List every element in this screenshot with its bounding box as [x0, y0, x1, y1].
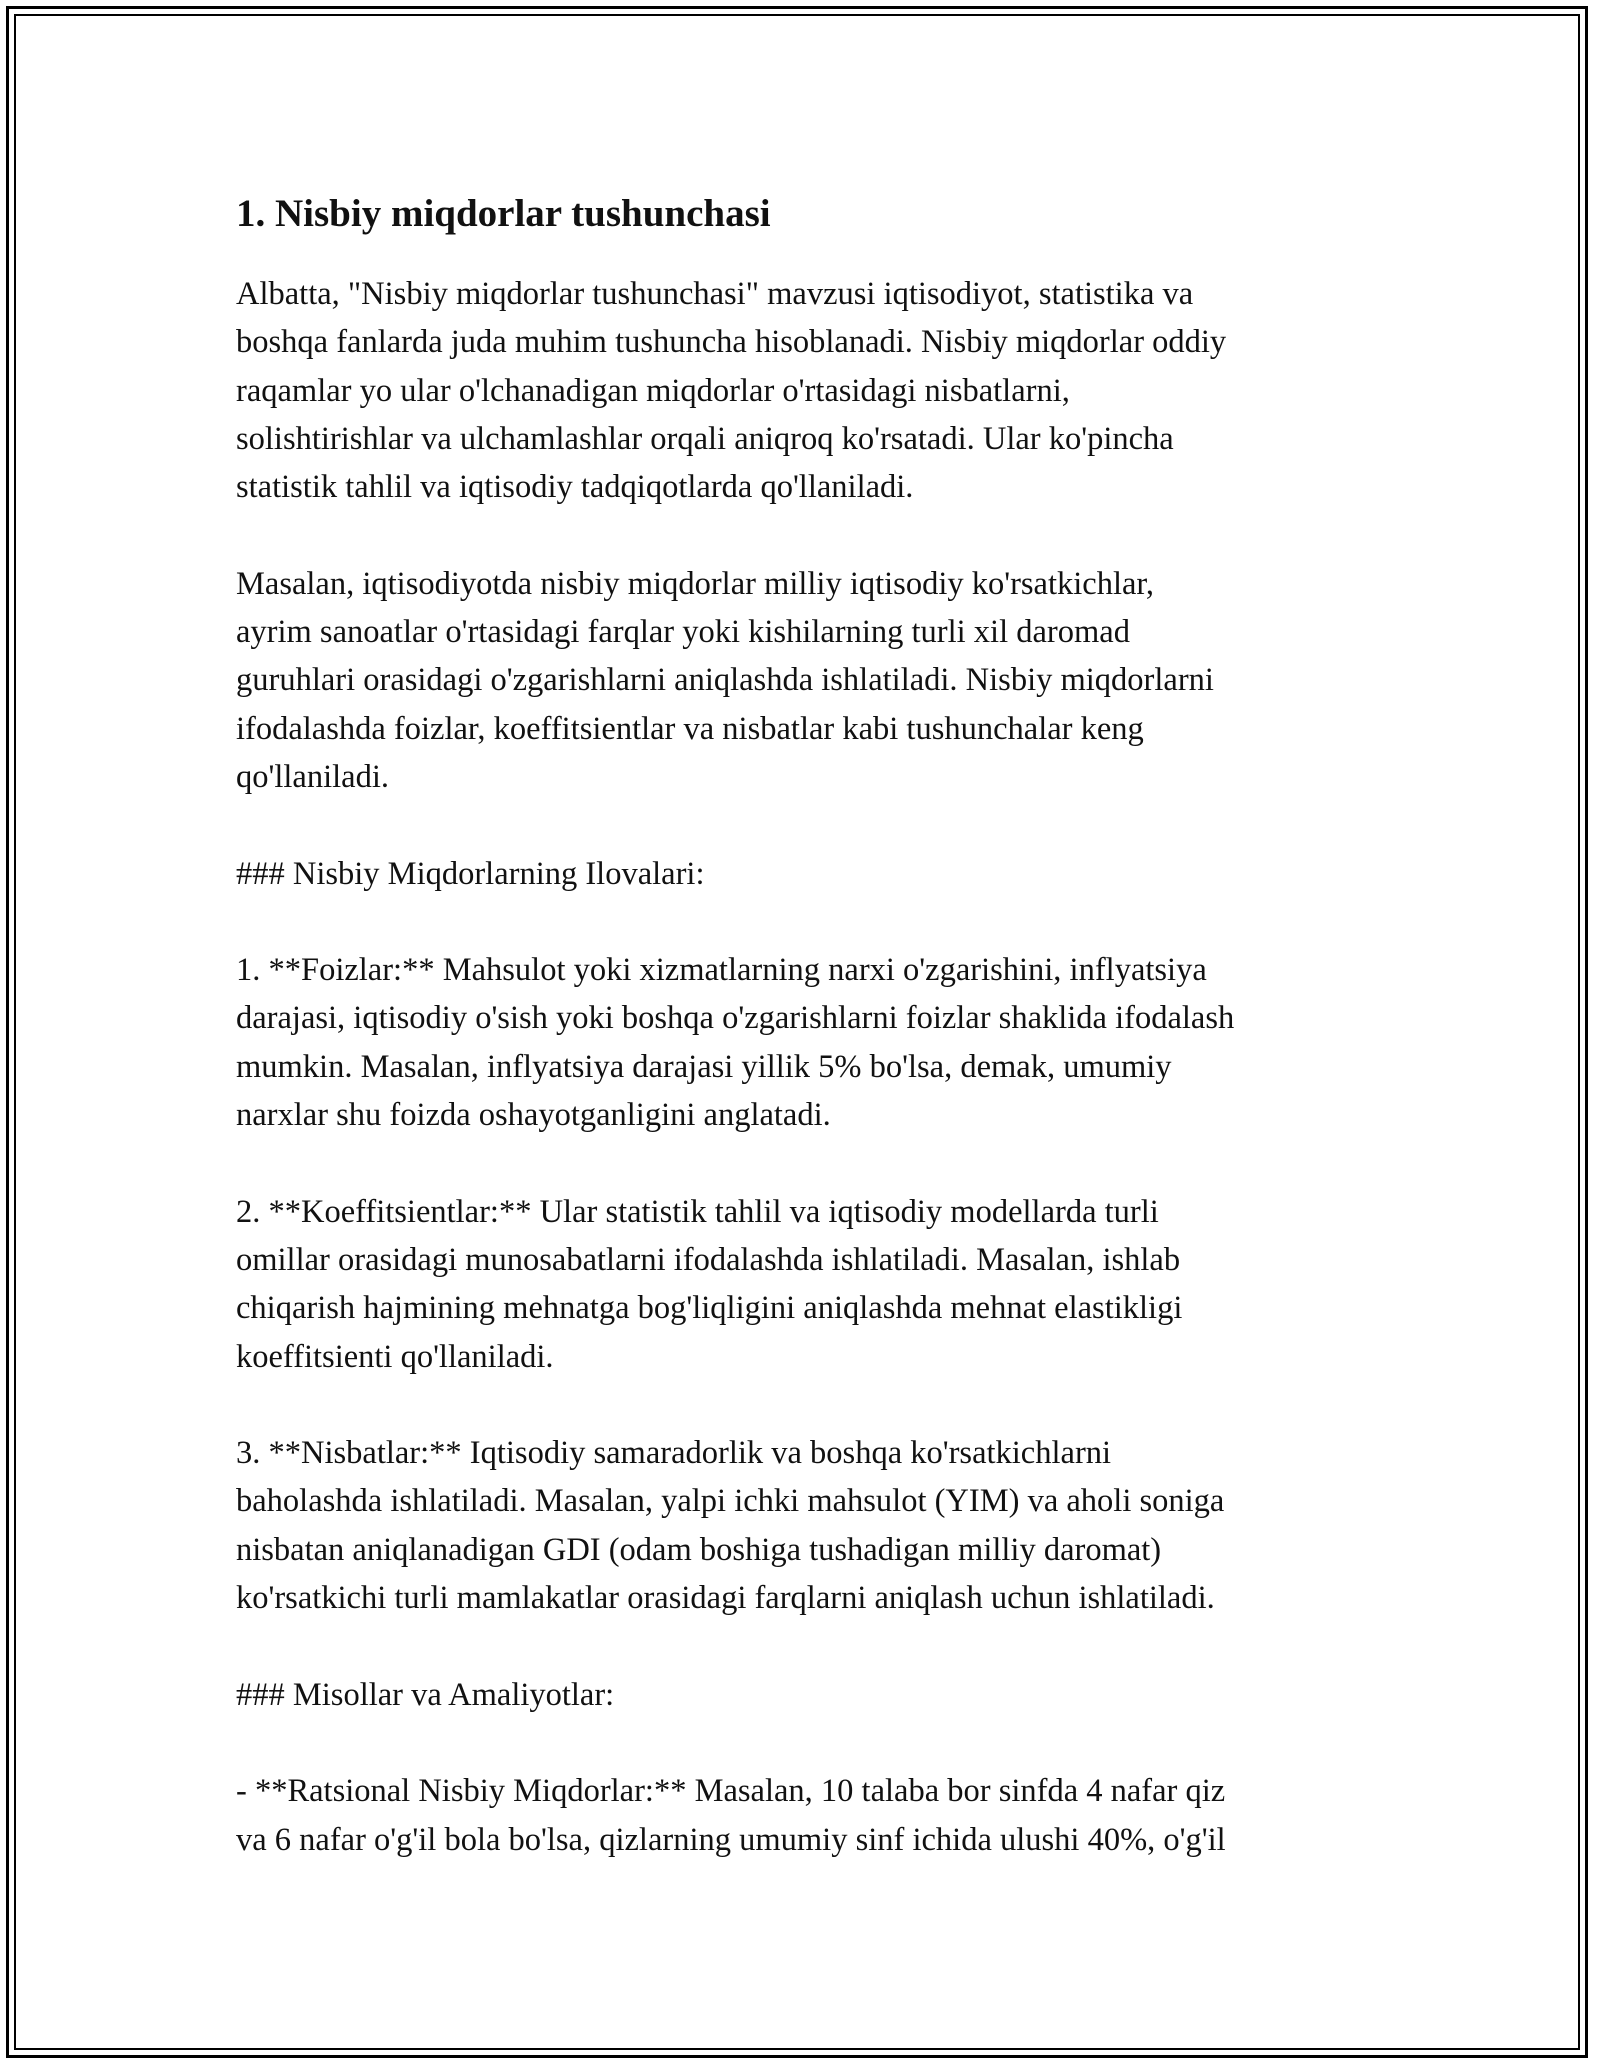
text-line: baholashda ishlatiladi. Masalan, yalpi ichki mahsulot (YIM) va aholi soniga: [236, 1483, 1225, 1520]
text-line: chiqarish hajmining mehnatga bog'liqligini aniqlashda mehnat elastikligi: [236, 1290, 1183, 1327]
paragraph-gap: [236, 801, 1386, 849]
text-line: solishtirishlar va ulchamlashlar orqali aniqroq ko'rsatadi. Ular ko'pincha: [236, 420, 1174, 457]
text-line: narxlar shu foizda oshayotganligini anglatadi.: [236, 1097, 831, 1134]
paragraph-gap: [236, 1719, 1386, 1767]
text-line: omillar orasidagi munosabatlarni ifodalashda ishlatiladi. Masalan, ishlab: [236, 1241, 1181, 1278]
paragraph-gap: [236, 1139, 1386, 1187]
text-line: guruhlari orasidagi o'zgarishlarni aniqlashda ishlatiladi. Nisbiy miqdorlarni: [236, 662, 1214, 699]
document-title: 1. Nisbiy miqdorlar tushunchasi: [236, 192, 771, 235]
text-line: koeffitsienti qo'llaniladi.: [236, 1338, 554, 1375]
document-text: [236, 270, 1386, 1864]
text-line: ### Nisbiy Miqdorlarning Ilovalari:: [236, 855, 705, 892]
text-line: qo'llaniladi.: [236, 758, 389, 795]
text-line: 2. **Koeffitsientlar:** Ular statistik tahlil va iqtisodiy modellarda turli: [236, 1193, 1159, 1230]
text-line: raqamlar yo ular o'lchanadigan miqdorlar o'rtasidagi nisbatlarni,: [236, 372, 1070, 409]
text-line: ifodalashda foizlar, koeffitsientlar va nisbatlar kabi tushunchalar keng: [236, 710, 1144, 747]
text-line: mumkin. Masalan, inflyatsiya darajasi yillik 5% bo'lsa, demak, umumiy: [236, 1048, 1172, 1085]
text-line: ### Misollar va Amaliyotlar:: [236, 1676, 615, 1713]
text-line: Albatta, "Nisbiy miqdorlar tushunchasi" mavzusi iqtisodiyot, statistika va: [236, 276, 1194, 312]
text-line: 1. **Foizlar:** Mahsulot yoki xizmatlarning narxi o'zgarishini, inflyatsiya: [236, 952, 1207, 989]
document-body: [236, 180, 1386, 1864]
paragraph-gap: [236, 1622, 1386, 1670]
paragraph-gap: [236, 898, 1386, 946]
text-line: va 6 nafar o'g'il bola bo'lsa, qizlarning umumiy sinf ichida ulushi 40%, o'g'il: [236, 1821, 1226, 1858]
text-line: boshqa fanlarda juda muhim tushuncha hisoblanadi. Nisbiy miqdorlar oddiy: [236, 324, 1227, 361]
paragraph-gap: [236, 511, 1386, 559]
text-line: 3. **Nisbatlar:** Iqtisodiy samaradorlik va boshqa ko'rsatkichlarni: [236, 1435, 1112, 1472]
text-line: ayrim sanoatlar o'rtasidagi farqlar yoki kishilarning turli xil daromad: [236, 614, 1130, 651]
text-line: - **Ratsional Nisbiy Miqdorlar:** Masalan, 10 talaba bor sinfda 4 nafar qiz: [236, 1773, 1226, 1810]
text-line: statistik tahlil va iqtisodiy tadqiqotlarda qo'llaniladi.: [236, 469, 914, 506]
text-line: darajasi, iqtisodiy o'sish yoki boshqa o'zgarishlarni foizlar shaklida ifodalash: [236, 1000, 1235, 1037]
text-line: nisbatan aniqlanadigan GDI (odam boshiga tushadigan milliy daromat): [236, 1531, 1162, 1568]
text-line: Masalan, iqtisodiyotda nisbiy miqdorlar milliy iqtisodiy ko'rsatkichlar,: [236, 565, 1155, 602]
text-line: ko'rsatkichi turli mamlakatlar orasidagi farqlarni aniqlash uchun ishlatiladi.: [236, 1580, 1215, 1617]
paragraph-gap: [236, 1381, 1386, 1429]
